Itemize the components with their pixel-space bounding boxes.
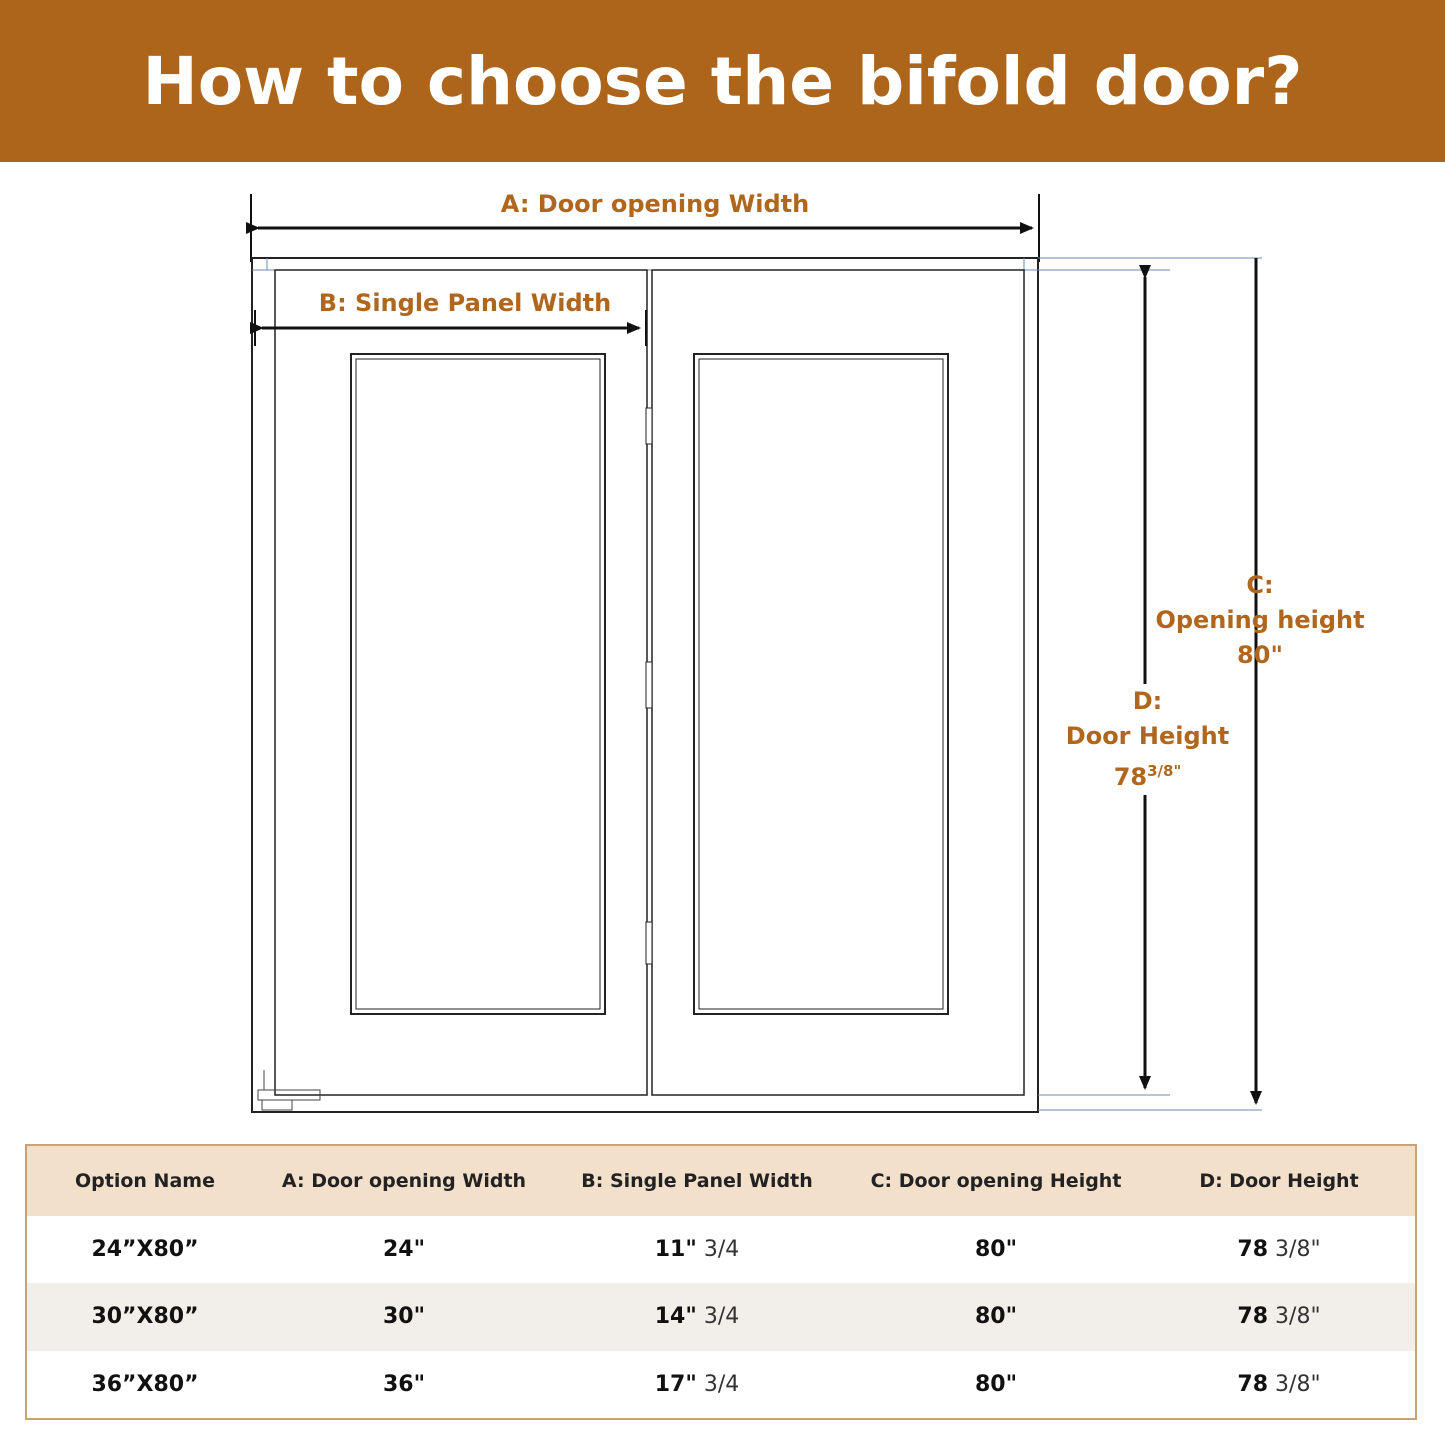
door-frame	[252, 258, 1038, 1112]
label-single-panel-width: B: Single Panel Width	[318, 289, 612, 317]
label-d-name: Door Height	[1065, 722, 1230, 750]
table-row	[27, 1283, 1415, 1350]
cell-option: 30”X80”	[27, 1283, 263, 1350]
cell-b: 11" 3/4	[654, 1237, 740, 1263]
door-panel-right	[652, 270, 1024, 1095]
label-opening-height	[1150, 568, 1370, 673]
table-row	[27, 1351, 1415, 1418]
header-single-panel-width: B: Single Panel Width	[545, 1146, 849, 1216]
cell-option: 24”X80”	[91, 1237, 199, 1263]
label-d-value-whole: 78	[1113, 763, 1148, 791]
cell-b: 14" 3/4	[545, 1283, 849, 1350]
header-door-opening-width: A: Door opening Width	[263, 1146, 545, 1216]
cell-c: 80"	[974, 1237, 1018, 1263]
header-door-height: D: Door Height	[1143, 1146, 1415, 1216]
cell-option: 36”X80”	[91, 1371, 199, 1397]
cell-a: 24"	[382, 1237, 426, 1263]
header-door-opening-height: C: Door opening Height	[849, 1146, 1143, 1216]
label-d-value	[1060, 754, 1235, 795]
cell-b: 17" 3/4	[654, 1371, 740, 1397]
header-banner	[0, 0, 1445, 162]
table-header-row	[27, 1146, 1415, 1216]
pivot-bracket	[258, 1070, 320, 1110]
label-c-name: Opening height	[1155, 606, 1365, 634]
label-d-prefix: D:	[1132, 687, 1163, 715]
cell-c: 80"	[849, 1283, 1143, 1350]
cell-a: 36"	[382, 1371, 426, 1397]
size-table	[25, 1144, 1417, 1420]
header-option-name: Option Name	[27, 1146, 263, 1216]
dimension-d	[1038, 270, 1170, 1095]
cell-d: 78 3/8"	[1143, 1283, 1415, 1350]
label-c-value: 80"	[1237, 641, 1283, 669]
page-title: How to choose the bifold door?	[142, 42, 1303, 120]
label-door-height	[1060, 684, 1235, 795]
table-row	[27, 1216, 1415, 1283]
label-d-value-fraction: 3/8"	[1147, 762, 1182, 780]
cell-c: 80"	[974, 1371, 1018, 1397]
cell-a: 30"	[263, 1283, 545, 1350]
label-door-opening-width: A: Door opening Width	[500, 190, 810, 218]
size-table-grid	[27, 1146, 1415, 1418]
cell-d: 78 3/8"	[1237, 1371, 1321, 1397]
cell-d: 78 3/8"	[1237, 1237, 1321, 1263]
door-panel-left	[275, 270, 647, 1095]
label-c-prefix: C:	[1246, 571, 1274, 599]
